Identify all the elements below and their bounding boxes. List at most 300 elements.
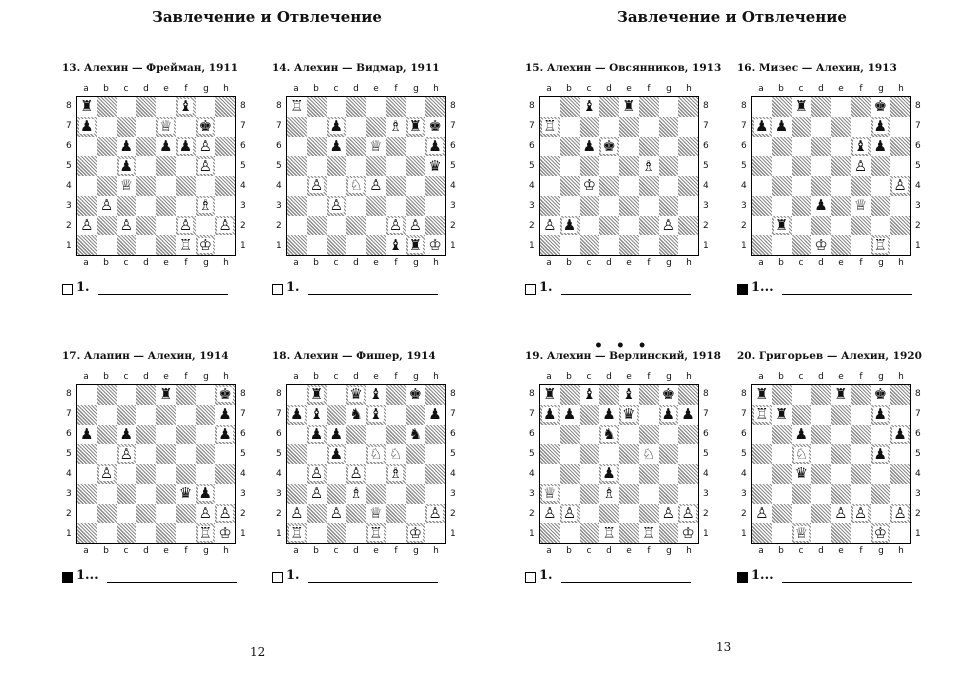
file-label: d bbox=[818, 372, 824, 382]
square-f8 bbox=[176, 97, 196, 117]
file-label: h bbox=[433, 258, 439, 268]
square-g4 bbox=[406, 176, 426, 196]
square-h8 bbox=[678, 97, 698, 117]
square-a7 bbox=[287, 117, 307, 137]
chess-piece-icon: ♟ bbox=[814, 196, 828, 215]
chess-diagram bbox=[272, 62, 456, 295]
square-g3 bbox=[659, 196, 679, 216]
square-h6 bbox=[890, 425, 910, 445]
square-h4 bbox=[678, 176, 698, 196]
square-h4 bbox=[678, 464, 698, 484]
square-c5 bbox=[117, 444, 137, 464]
rank-label: 8 bbox=[915, 389, 921, 399]
file-label: g bbox=[878, 372, 884, 382]
square-a6 bbox=[540, 425, 560, 445]
square-d1 bbox=[136, 235, 156, 255]
chess-piece-icon: ♜ bbox=[309, 385, 324, 404]
rank-label: 2 bbox=[915, 509, 921, 519]
square-c4 bbox=[792, 464, 812, 484]
square-b1 bbox=[307, 235, 327, 255]
rank-label: 7 bbox=[66, 121, 72, 131]
chess-piece-icon: ♜ bbox=[408, 235, 423, 254]
chess-piece-icon: ♙ bbox=[755, 503, 769, 522]
square-b4 bbox=[560, 464, 580, 484]
chess-board bbox=[751, 384, 911, 544]
rank-label: 8 bbox=[276, 101, 282, 111]
square-g5 bbox=[196, 444, 216, 464]
chess-piece-icon: ♔ bbox=[873, 523, 888, 542]
file-label: d bbox=[818, 258, 824, 268]
square-g3 bbox=[406, 484, 426, 504]
square-b1 bbox=[560, 523, 580, 543]
square-c4 bbox=[327, 464, 347, 484]
file-label: b bbox=[103, 372, 109, 382]
chess-piece-icon: ♙ bbox=[309, 464, 324, 483]
answer-blank[interactable] bbox=[308, 582, 438, 583]
chess-piece-icon: ♚ bbox=[218, 385, 232, 404]
square-e2 bbox=[619, 216, 639, 236]
square-b4 bbox=[307, 176, 327, 196]
rank-label: 3 bbox=[66, 489, 72, 499]
square-f2 bbox=[176, 216, 196, 236]
square-b1 bbox=[560, 235, 580, 255]
square-g7 bbox=[406, 117, 426, 137]
answer-line bbox=[525, 280, 691, 295]
answer-blank[interactable] bbox=[561, 582, 691, 583]
square-h2 bbox=[678, 504, 698, 524]
square-g4 bbox=[196, 176, 216, 196]
square-g8 bbox=[871, 385, 891, 405]
square-g1 bbox=[196, 523, 216, 543]
chess-piece-icon: ♛ bbox=[428, 156, 442, 175]
square-d3 bbox=[346, 196, 366, 216]
square-a7 bbox=[77, 405, 97, 425]
file-label: a bbox=[546, 546, 552, 556]
rank-label: 1 bbox=[240, 241, 246, 251]
square-a2 bbox=[287, 216, 307, 236]
square-d5 bbox=[811, 444, 831, 464]
square-f6 bbox=[851, 425, 871, 445]
square-f1 bbox=[639, 523, 659, 543]
file-label: a bbox=[546, 258, 552, 268]
rank-label: 2 bbox=[276, 221, 282, 231]
square-c4 bbox=[580, 464, 600, 484]
square-g4 bbox=[659, 464, 679, 484]
rank-label: 4 bbox=[450, 181, 456, 191]
move-number: 1... bbox=[751, 280, 774, 295]
file-label: h bbox=[898, 258, 904, 268]
square-g1 bbox=[406, 235, 426, 255]
chess-piece-icon: ♝ bbox=[622, 385, 636, 404]
square-c4 bbox=[327, 176, 347, 196]
square-b6 bbox=[307, 137, 327, 157]
square-h7 bbox=[890, 117, 910, 137]
rank-label: 1 bbox=[66, 529, 72, 539]
square-d2 bbox=[811, 504, 831, 524]
chess-piece-icon: ♖ bbox=[178, 235, 193, 254]
file-label: b bbox=[103, 84, 109, 94]
rank-label: 5 bbox=[703, 449, 709, 459]
chess-piece-icon: ♕ bbox=[369, 136, 383, 155]
chess-piece-icon: ♟ bbox=[290, 405, 304, 424]
white-to-move-icon bbox=[525, 572, 536, 583]
file-label: a bbox=[293, 84, 299, 94]
answer-line bbox=[525, 568, 691, 583]
answer-blank[interactable] bbox=[782, 294, 912, 295]
chess-piece-icon: ♙ bbox=[388, 215, 403, 234]
rank-label: 7 bbox=[66, 409, 72, 419]
file-labels bbox=[286, 546, 446, 556]
square-b2 bbox=[97, 216, 117, 236]
square-g7 bbox=[871, 117, 891, 137]
file-label: f bbox=[184, 546, 188, 556]
square-a4 bbox=[540, 464, 560, 484]
chess-diagram bbox=[737, 62, 921, 295]
file-label: f bbox=[647, 258, 651, 268]
square-d6 bbox=[346, 425, 366, 445]
square-g8 bbox=[196, 97, 216, 117]
square-a1 bbox=[540, 235, 560, 255]
square-c6 bbox=[117, 137, 137, 157]
square-a6 bbox=[752, 425, 772, 445]
square-g2 bbox=[659, 216, 679, 236]
square-f8 bbox=[176, 385, 196, 405]
square-f2 bbox=[639, 504, 659, 524]
square-c5 bbox=[580, 444, 600, 464]
square-h3 bbox=[215, 196, 235, 216]
square-h2 bbox=[425, 216, 445, 236]
file-label: g bbox=[666, 372, 672, 382]
file-label: h bbox=[433, 372, 439, 382]
square-c7 bbox=[580, 405, 600, 425]
square-h3 bbox=[425, 196, 445, 216]
square-g5 bbox=[871, 444, 891, 464]
square-a5 bbox=[752, 156, 772, 176]
square-b6 bbox=[560, 425, 580, 445]
rank-labels bbox=[276, 384, 282, 544]
square-b3 bbox=[560, 484, 580, 504]
rank-label: 3 bbox=[450, 201, 456, 211]
square-a3 bbox=[77, 196, 97, 216]
file-label: b bbox=[778, 372, 784, 382]
square-c5 bbox=[580, 156, 600, 176]
square-f8 bbox=[386, 385, 406, 405]
file-label: a bbox=[546, 84, 552, 94]
rank-label: 5 bbox=[741, 449, 747, 459]
square-c8 bbox=[580, 385, 600, 405]
square-e4 bbox=[831, 176, 851, 196]
chess-piece-icon: ♔ bbox=[198, 235, 213, 254]
square-f1 bbox=[639, 235, 659, 255]
square-f8 bbox=[851, 385, 871, 405]
file-label: f bbox=[184, 84, 188, 94]
square-d1 bbox=[346, 523, 366, 543]
file-label: e bbox=[838, 546, 844, 556]
square-c2 bbox=[580, 216, 600, 236]
chess-piece-icon: ♙ bbox=[681, 503, 695, 522]
square-h6 bbox=[678, 425, 698, 445]
square-b7 bbox=[560, 405, 580, 425]
square-a1 bbox=[77, 523, 97, 543]
chess-piece-icon: ♖ bbox=[755, 405, 769, 424]
chess-piece-icon: ♙ bbox=[428, 503, 442, 522]
page-title: Завлечение и Отвлечение bbox=[617, 8, 847, 26]
square-f4 bbox=[386, 464, 406, 484]
square-e4 bbox=[619, 176, 639, 196]
rank-label: 7 bbox=[915, 121, 921, 131]
square-b8 bbox=[307, 97, 327, 117]
square-f4 bbox=[851, 176, 871, 196]
file-label: b bbox=[103, 546, 109, 556]
chess-piece-icon: ♙ bbox=[329, 503, 344, 522]
rank-labels bbox=[741, 384, 747, 544]
square-b3 bbox=[307, 196, 327, 216]
square-b8 bbox=[772, 97, 792, 117]
answer-blank[interactable] bbox=[107, 582, 237, 583]
chess-piece-icon: ♚ bbox=[873, 385, 888, 404]
answer-line bbox=[737, 568, 912, 583]
square-b1 bbox=[97, 235, 117, 255]
rank-label: 2 bbox=[240, 509, 246, 519]
file-label: g bbox=[203, 546, 209, 556]
rank-label: 3 bbox=[276, 201, 282, 211]
rank-label: 1 bbox=[741, 529, 747, 539]
square-h5 bbox=[215, 444, 235, 464]
answer-blank[interactable] bbox=[782, 582, 912, 583]
chess-piece-icon: ♙ bbox=[834, 503, 848, 522]
answer-blank[interactable] bbox=[98, 294, 228, 295]
square-c2 bbox=[117, 504, 137, 524]
square-b1 bbox=[307, 523, 327, 543]
square-c8 bbox=[327, 97, 347, 117]
file-label: c bbox=[123, 84, 129, 94]
rank-label: 3 bbox=[276, 489, 282, 499]
square-g7 bbox=[196, 117, 216, 137]
square-c8 bbox=[327, 385, 347, 405]
square-d7 bbox=[811, 405, 831, 425]
file-label: g bbox=[666, 546, 672, 556]
square-b8 bbox=[97, 385, 117, 405]
square-f6 bbox=[176, 425, 196, 445]
chess-piece-icon: ♟ bbox=[80, 424, 94, 443]
chess-piece-icon: ♞ bbox=[408, 424, 423, 443]
square-f6 bbox=[386, 425, 406, 445]
square-h7 bbox=[215, 405, 235, 425]
square-g3 bbox=[406, 196, 426, 216]
file-labels bbox=[539, 372, 699, 382]
square-g4 bbox=[196, 464, 216, 484]
square-g5 bbox=[659, 156, 679, 176]
square-b2 bbox=[307, 216, 327, 236]
board-wrapper bbox=[737, 82, 921, 282]
square-a4 bbox=[77, 464, 97, 484]
square-a5 bbox=[540, 156, 560, 176]
square-a5 bbox=[77, 444, 97, 464]
chess-piece-icon: ♕ bbox=[853, 196, 868, 215]
rank-labels bbox=[741, 96, 747, 256]
square-e8 bbox=[366, 385, 386, 405]
rank-label: 4 bbox=[703, 469, 709, 479]
square-b4 bbox=[97, 464, 117, 484]
page-title: Завлечение и Отвлечение bbox=[152, 8, 382, 26]
file-label: f bbox=[184, 372, 188, 382]
square-b6 bbox=[307, 425, 327, 445]
square-h4 bbox=[215, 176, 235, 196]
rank-label: 1 bbox=[915, 241, 921, 251]
chess-piece-icon: ♟ bbox=[562, 405, 577, 424]
rank-label: 1 bbox=[240, 529, 246, 539]
square-e4 bbox=[156, 464, 176, 484]
square-h7 bbox=[678, 405, 698, 425]
board-wrapper bbox=[737, 370, 921, 570]
chess-piece-icon: ♙ bbox=[290, 503, 304, 522]
rank-label: 5 bbox=[66, 449, 72, 459]
square-f1 bbox=[386, 235, 406, 255]
diagram-title: 20. Григорьев — Алехин, 1920 bbox=[737, 350, 922, 362]
square-a5 bbox=[287, 156, 307, 176]
rank-label: 4 bbox=[741, 469, 747, 479]
file-labels bbox=[76, 84, 236, 94]
chess-piece-icon: ♚ bbox=[428, 117, 442, 136]
square-h5 bbox=[425, 156, 445, 176]
square-b7 bbox=[97, 117, 117, 137]
rank-label: 7 bbox=[240, 409, 246, 419]
square-b7 bbox=[97, 405, 117, 425]
square-g3 bbox=[196, 196, 216, 216]
square-e8 bbox=[156, 385, 176, 405]
square-b5 bbox=[97, 444, 117, 464]
chess-piece-icon: ♙ bbox=[853, 156, 868, 175]
answer-blank[interactable] bbox=[561, 294, 691, 295]
square-d8 bbox=[811, 97, 831, 117]
chess-piece-icon: ♝ bbox=[853, 136, 868, 155]
chess-piece-icon: ♕ bbox=[794, 523, 809, 542]
square-h5 bbox=[678, 444, 698, 464]
rank-labels bbox=[240, 96, 246, 256]
square-b6 bbox=[97, 137, 117, 157]
rank-label: 2 bbox=[741, 221, 747, 231]
square-g2 bbox=[659, 504, 679, 524]
file-label: h bbox=[898, 546, 904, 556]
chess-piece-icon: ♟ bbox=[661, 405, 676, 424]
square-b6 bbox=[560, 137, 580, 157]
square-f6 bbox=[386, 137, 406, 157]
chess-piece-icon: ♝ bbox=[582, 97, 597, 116]
square-a7 bbox=[752, 117, 772, 137]
square-e6 bbox=[366, 425, 386, 445]
chess-piece-icon: ♙ bbox=[178, 215, 193, 234]
square-d2 bbox=[136, 504, 156, 524]
square-e2 bbox=[366, 504, 386, 524]
square-h8 bbox=[678, 385, 698, 405]
square-c6 bbox=[117, 425, 137, 445]
square-e2 bbox=[831, 504, 851, 524]
rank-labels bbox=[703, 96, 709, 256]
answer-blank[interactable] bbox=[308, 294, 438, 295]
chess-piece-icon: ♗ bbox=[602, 484, 616, 503]
square-h6 bbox=[215, 425, 235, 445]
file-label: g bbox=[203, 372, 209, 382]
square-c5 bbox=[117, 156, 137, 176]
square-c7 bbox=[117, 117, 137, 137]
file-label: a bbox=[293, 372, 299, 382]
file-label: c bbox=[586, 372, 592, 382]
file-label: e bbox=[163, 84, 169, 94]
square-c8 bbox=[792, 385, 812, 405]
square-a3 bbox=[752, 196, 772, 216]
file-label: d bbox=[818, 84, 824, 94]
square-d7 bbox=[346, 405, 366, 425]
square-g5 bbox=[659, 444, 679, 464]
chess-piece-icon: ♙ bbox=[408, 215, 423, 234]
board-wrapper bbox=[525, 370, 709, 570]
square-d5 bbox=[346, 444, 366, 464]
square-g6 bbox=[406, 425, 426, 445]
rank-label: 6 bbox=[741, 429, 747, 439]
square-a3 bbox=[287, 196, 307, 216]
rank-label: 5 bbox=[915, 449, 921, 459]
square-d1 bbox=[811, 523, 831, 543]
file-label: h bbox=[686, 84, 692, 94]
square-b4 bbox=[560, 176, 580, 196]
rank-labels bbox=[66, 96, 72, 256]
rank-label: 3 bbox=[529, 201, 535, 211]
rank-labels bbox=[529, 384, 535, 544]
chess-piece-icon: ♟ bbox=[178, 136, 193, 155]
rank-label: 6 bbox=[240, 141, 246, 151]
square-c3 bbox=[580, 484, 600, 504]
chess-piece-icon: ♛ bbox=[794, 464, 809, 483]
square-d4 bbox=[811, 176, 831, 196]
chess-board bbox=[76, 96, 236, 256]
chess-board bbox=[286, 96, 446, 256]
answer-line bbox=[737, 280, 912, 295]
square-a6 bbox=[287, 137, 307, 157]
square-g1 bbox=[659, 523, 679, 543]
chess-piece-icon: ♟ bbox=[119, 156, 134, 175]
chess-piece-icon: ♕ bbox=[543, 484, 557, 503]
chess-piece-icon: ♟ bbox=[428, 136, 442, 155]
chess-piece-icon: ♗ bbox=[641, 156, 656, 175]
file-label: d bbox=[353, 372, 359, 382]
chess-piece-icon: ♔ bbox=[582, 176, 597, 195]
square-c4 bbox=[792, 176, 812, 196]
square-c3 bbox=[580, 196, 600, 216]
square-g5 bbox=[406, 444, 426, 464]
rank-label: 8 bbox=[529, 389, 535, 399]
square-d3 bbox=[346, 484, 366, 504]
chess-piece-icon: ♟ bbox=[602, 405, 616, 424]
square-h5 bbox=[215, 156, 235, 176]
file-label: d bbox=[143, 258, 149, 268]
rank-label: 2 bbox=[66, 221, 72, 231]
square-h8 bbox=[215, 385, 235, 405]
square-b3 bbox=[560, 196, 580, 216]
chess-piece-icon: ♙ bbox=[309, 484, 324, 503]
file-label: c bbox=[333, 84, 339, 94]
rank-labels bbox=[240, 384, 246, 544]
square-e2 bbox=[619, 504, 639, 524]
file-label: d bbox=[353, 258, 359, 268]
square-c1 bbox=[327, 235, 347, 255]
rank-label: 6 bbox=[915, 429, 921, 439]
square-g4 bbox=[871, 464, 891, 484]
square-b6 bbox=[772, 137, 792, 157]
square-c2 bbox=[327, 216, 347, 236]
chess-piece-icon: ♝ bbox=[582, 385, 597, 404]
section-dots: • • • bbox=[594, 338, 651, 354]
file-label: d bbox=[606, 258, 612, 268]
